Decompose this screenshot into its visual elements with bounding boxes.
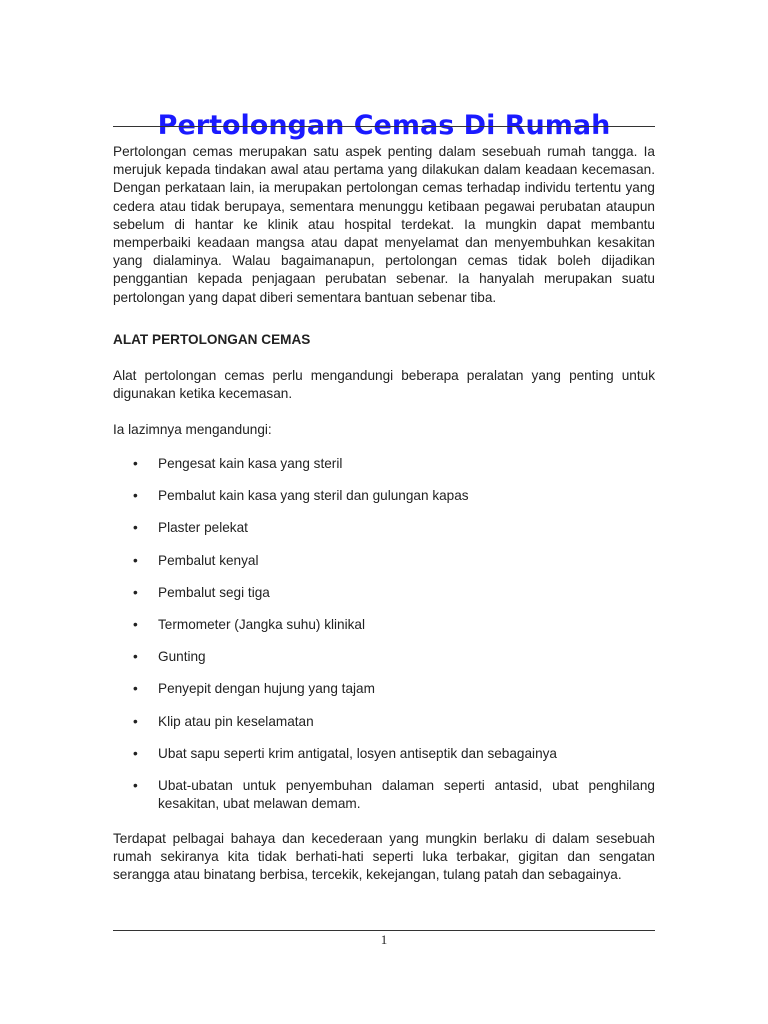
section-heading: ALAT PERTOLONGAN CEMAS [113,332,311,347]
list-item [113,519,655,537]
intro-paragraph: Pertolongan cemas merupakan satu aspek penting dalam sesebuah rumah tangga. Ia merujuk kepada tindakan awal atau pertama yang dilakukan dalam keadaan kecemasan. Dengan perkataan lain, ia merupakan pertolongan cemas terhadap individu tertentu yang cedera atau tidak berupaya, sementara menunggu ketibaan pegawai perubatan ataupun sebelum di hantar ke klinik atau hospital terdekat. Ia mungkin dapat membantu memperbaiki keadaan mangsa atau dapat menyelamat dan menyembuhkan kesakitan yang dialaminya. Walau bagaimanapun, pertolongan cemas tidak boleh dijadikan penggantian kepada penjagaan perubatan sebenar. Ia hanyalah merupakan suatu pertolongan yang dapat diberi sementara bantuan sebenar tiba. [113,144,655,305]
list-item-text: Penyepit dengan hujung yang tajam [158,681,375,697]
list-item [113,552,655,570]
bullet-icon: • [133,681,138,697]
list-item [113,616,655,634]
kit-items-list [113,455,655,827]
bullet-icon: • [133,778,138,794]
bullet-icon: • [133,649,138,665]
list-item [113,648,655,666]
bullet-icon: • [133,488,138,504]
bullet-icon: • [133,584,138,600]
page-title: Pertolongan Cemas Di Rumah [157,110,611,142]
bullet-icon: • [133,520,138,536]
list-item-text: Pembalut kain kasa yang steril dan gulungan kapas [158,488,469,504]
list-item-text: Pembalut kenyal [158,552,259,568]
list-item [113,584,655,602]
list-item-text: Gunting [158,649,206,665]
bullet-icon: • [133,552,138,568]
bullet-icon: • [133,713,138,729]
bullet-icon: • [133,456,138,471]
closing-paragraph: Terdapat pelbagai bahaya dan kecederaan yang mungkin berlaku di dalam sesebuah rumah sekiranya kita tidak berhati-hati seperti luka terbakar, gigitan dan sengatan serangga atau binatang berbisa, tercekik, kekejangan, tulang patah dan sebagainya. [113,831,655,883]
bullet-icon: • [133,617,138,633]
list-item [113,487,655,505]
list-item-text: Ubat sapu seperti krim antigatal, losyen antiseptik dan sebagainya [158,745,557,761]
bullet-icon: • [133,745,138,761]
kit-paragraph: Alat pertolongan cemas perlu mengandungi beberapa peralatan yang penting untuk digunakan ketika kecemasan. [113,368,655,402]
list-item-text: Plaster pelekat [158,520,248,536]
list-item-text: Termometer (Jangka suhu) klinikal [158,617,366,633]
list-item-text: Pembalut segi tiga [158,584,270,600]
list-item [113,745,655,763]
list-item-text: Klip atau pin keselamatan [158,713,314,729]
list-item-text: Pengesat kain kasa yang steril [158,456,343,471]
list-item [113,680,655,698]
title-underline [113,126,655,127]
list-item [113,713,655,731]
list-item [113,777,655,813]
page-number: 1 [380,932,388,947]
list-item-text: Ubat-ubatan untuk penyembuhan dalaman seperti antasid, ubat penghilang kesakitan, ubat melawan demam. [158,778,655,812]
list-item [113,455,655,473]
footer-rule [113,930,655,931]
contains-label: Ia lazimnya mengandungi: [113,422,272,437]
